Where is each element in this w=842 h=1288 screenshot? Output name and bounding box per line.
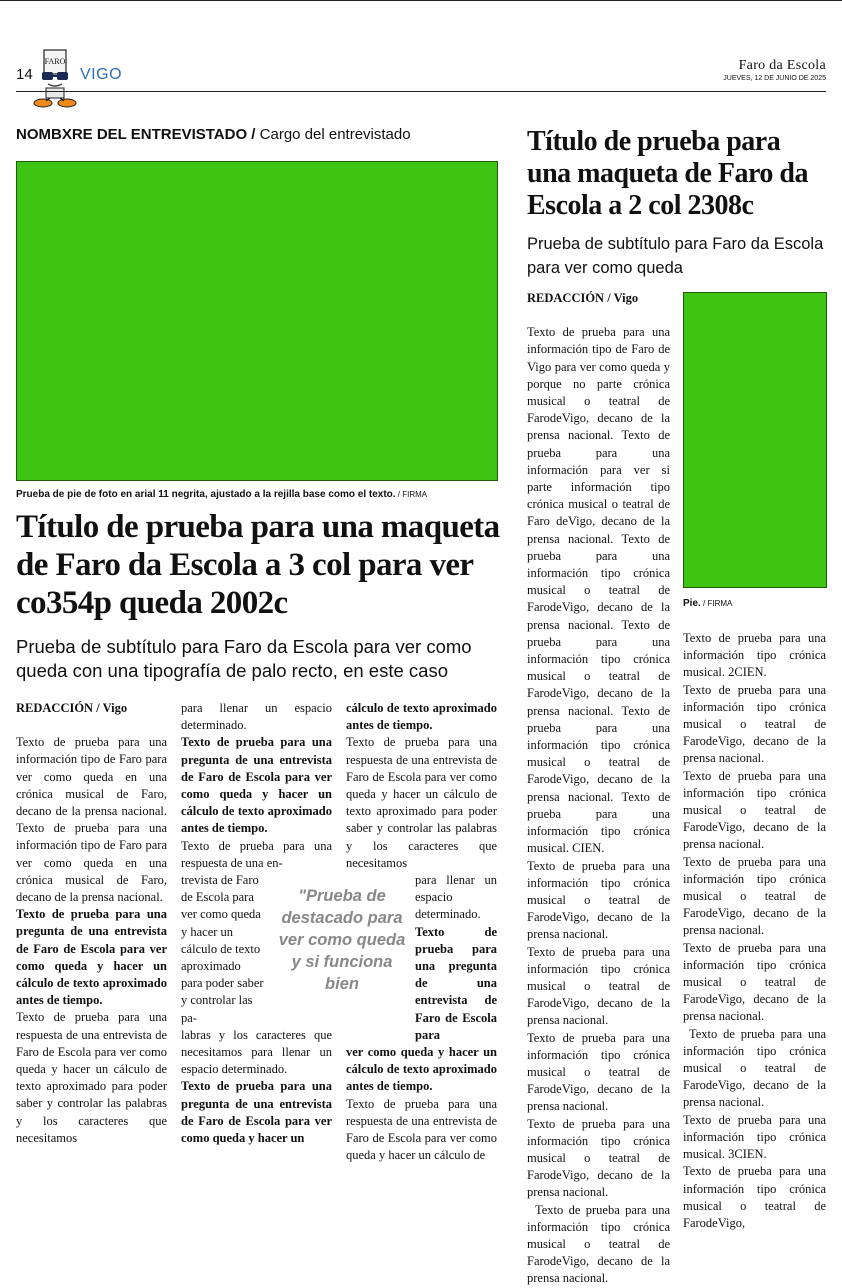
main-col2-answer-end: labras y los caracteres que necesitamos para llenar un espacio determinado. — [181, 1027, 332, 1077]
main-photo-placeholder — [16, 161, 498, 481]
masthead-date: JUEVES, 12 DE JUNIO DE 2025 — [723, 75, 826, 82]
main-col1-paragraph: Texto de prueba para una información tipo de Faro para ver como queda en una crónica musical de Faro, decano de la prensa nacional. Texto de prueba para una información tipo de Faro para ver como queda en una crónica musical de Faro, decano de la prensa nacional. — [16, 735, 167, 905]
side-col2-paragraph-3: Texto de prueba para una información tipo crónica musical o teatral de FarodeVigo, decano de la prensa nacional. — [683, 768, 826, 852]
side-col2-paragraph-1: Texto de prueba para una información tipo crónica musical. 2CIEN. — [683, 631, 826, 680]
side-article-column-1 — [527, 290, 670, 1288]
main-col2-answer-wrap: trevista de Faro de Escola para ver como queda y hacer un cálculo de texto aproximado para poder saber y controlar las pa- — [181, 873, 264, 1025]
main-article-column-1 — [16, 700, 167, 1147]
main-col1-answer: Texto de prueba para una respuesta de una entrevista de Faro de Escola para ver como queda y hacer un cálculo de texto aproximado para poder saber y controlar las palabras y los caracteres que necesitamos — [16, 1010, 167, 1145]
side-col1-paragraph-1: Texto de prueba para una información tipo de Faro de Vigo para ver como queda y porque no parte crónica musical o teatral de FarodeVigo, decano de la prensa nacional. Texto de prueba para una información para ver si parte información tipo crónica musical o teatral de Faro deVigo, decano de la prensa nacional. Texto de prueba para una información tipo crónica musical o teatral de FarodeVigo, decano de la prensa nacional. Texto de prueba para una información tipo crónica musical o teatral de FarodeVigo, decano de la prensa nacional. Texto de prueba para una información tipo crónica musical o teatral de FarodeVigo, decano de la prensa nacional. Texto de prueba para una información tipo crónica musical. CIEN. — [527, 325, 670, 856]
side-col1-paragraph-4: Texto de prueba para una información tipo crónica musical o teatral de FarodeVigo, decano de la prensa nacional. — [527, 1030, 670, 1114]
main-col3-answer-2: Texto de prueba para una respuesta de una entrevista de Faro de Escola para ver como queda y hacer un cálculo de — [346, 1096, 497, 1163]
side-col1-paragraph-6: Texto de prueba para una información tipo crónica musical o teatral de FarodeVigo, decano de la prensa nacional. — [527, 1202, 670, 1286]
main-col3-answer: Texto de prueba para una respuesta de una entrevista de Faro de Escola para ver como queda y hacer un cálculo de texto aproximado para poder saber y controlar las palabras y los caracteres que necesitamos — [346, 735, 497, 870]
mascot-logo-text: FARO — [44, 57, 66, 66]
main-col2-answer-start: Texto de prueba para una respuesta de una en- — [181, 838, 332, 870]
side-photo-caption — [683, 598, 732, 609]
kicker-separator: / — [247, 126, 260, 143]
side-byline: REDACCIÓN / Vigo — [527, 291, 639, 305]
header-rule — [16, 91, 826, 92]
side-col2-paragraph-5: Texto de prueba para una información tipo crónica musical o teatral de FarodeVigo, decano de la prensa nacional. — [683, 940, 826, 1024]
main-col2-paragraph: para llenar un espacio determinado. — [181, 701, 332, 733]
main-col3-answer-wrap: para llenar un espacio determinado. — [415, 873, 497, 922]
interviewee-name: NOMBXRE DEL ENTREVISTADO — [16, 126, 248, 143]
masthead: Faro da Escola — [738, 58, 826, 73]
main-col2-question-2: Texto de prueba para una pregunta de una entrevista de Faro de Escola para ver como queda y hacer un — [181, 1079, 332, 1146]
pull-quote: "Prueba de destacado para ver como queda y si funciona bien — [278, 887, 406, 993]
section-name: VIGO — [80, 66, 123, 83]
side-col2-paragraph-4: Texto de prueba para una información tipo crónica musical o teatral de FarodeVigo, decano de la prensa nacional. — [683, 854, 826, 938]
side-headline: Título de prueba para una maqueta de Faro da Escola a 2 col 2308c — [527, 126, 808, 221]
side-caption-text: Pie. — [683, 598, 701, 609]
side-col2-paragraph-7: Texto de prueba para una información tipo crónica musical. 3CIEN. — [683, 1112, 826, 1162]
main-col1-question: Texto de prueba para una pregunta de una entrevista de Faro de Escola para ver como queda y hacer un cálculo de texto aproximado antes de tiempo. — [16, 907, 167, 1008]
side-col1-paragraph-3: Texto de prueba para una información tipo crónica musical o teatral de FarodeVigo, decano de la prensa nacional. — [527, 944, 670, 1028]
main-col3-question-wrap: Texto de prueba para una pregunta de una entrevista de Faro de Escola para — [415, 924, 497, 1042]
side-col2-paragraph-6: Texto de prueba para una información tipo crónica musical o teatral de FarodeVigo, decano de la prensa nacional. — [683, 1026, 826, 1110]
main-byline: REDACCIÓN / Vigo — [16, 701, 128, 715]
side-caption-firma: / FIRMA — [700, 599, 733, 608]
side-col1-paragraph-5: Texto de prueba para una información tipo crónica musical o teatral de FarodeVigo, decano de la prensa nacional. — [527, 1116, 670, 1200]
main-col2-question: Texto de prueba para una pregunta de una entrevista de Faro de Escola para ver como queda y hacer un cálculo de texto aproximado antes de tiempo. — [181, 735, 332, 836]
main-subtitle: Prueba de subtítulo para Faro da Escola para ver como queda con una tipografía de palo recto, en este caso — [16, 636, 472, 681]
main-headline: Título de prueba para una maqueta de Faro da Escola a 3 col para ver co354p queda 2002c — [16, 509, 500, 621]
top-border — [0, 0, 842, 1]
faro-mascot-logo — [30, 48, 80, 110]
side-photo-placeholder — [683, 292, 827, 588]
interviewee-kicker — [16, 126, 411, 143]
side-article-column-2 — [683, 630, 826, 1232]
page-number: 14 — [16, 66, 33, 83]
side-col2-paragraph-2: Texto de prueba para una información tipo crónica musical o teatral de FarodeVigo, decano de la prensa nacional. — [683, 682, 826, 766]
side-col2-paragraph-8: Texto de prueba para una información tipo crónica musical o teatral de FarodeVigo, — [683, 1164, 826, 1230]
main-col3-question-end: ver como queda y hacer un cálculo de texto aproximado antes de tiempo. — [346, 1045, 497, 1094]
side-subtitle: Prueba de subtítulo para Faro da Escola para ver como queda — [527, 235, 824, 277]
main-col3-question: cálculo de texto aproximado antes de tiempo. — [346, 701, 497, 733]
main-photo-caption — [16, 489, 427, 500]
interviewee-position: Cargo del entrevistado — [259, 126, 411, 143]
side-col1-paragraph-2: Texto de prueba para una información tipo crónica musical o teatral de FarodeVigo, decano de la prensa nacional. — [527, 858, 670, 942]
caption-text: Prueba de pie de foto en arial 11 negrita, ajustado a la rejilla base como el texto. — [16, 489, 396, 500]
caption-firma: / FIRMA — [395, 490, 428, 499]
